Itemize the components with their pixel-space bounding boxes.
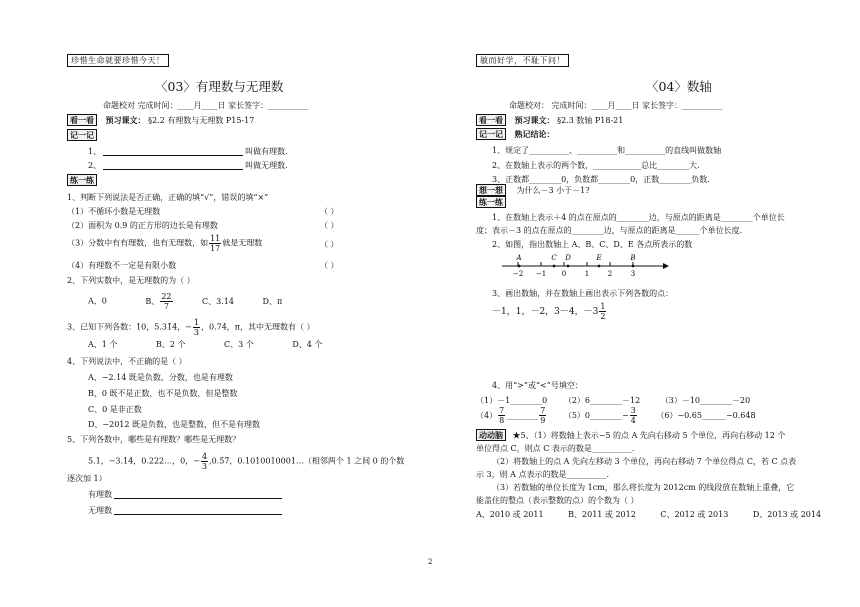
q1-item-3: （3）分数中有有理数，也有无理数，如 $\frac{11}{17}$ 就是无理数 — [67, 234, 263, 253]
left-motto-box: 珍惜生命就要珍惜今天！ — [67, 54, 169, 67]
q1-answer-3[interactable]: （ ） — [320, 240, 339, 249]
q1-answer-1[interactable]: （ ） — [320, 207, 339, 216]
p5-option-d[interactable]: D、2013 或 2014 — [752, 510, 822, 519]
left-practice-tag: 练一练 — [67, 174, 97, 186]
p5-3-line2: 能盖住的整点（表示整数的点）的个数为（ ） — [476, 496, 639, 505]
right-think-row — [476, 186, 590, 195]
number-line-tick-label: 0 — [561, 270, 567, 278]
q5-number-list: 5.1，−3.14，0.222…，0，− $\frac{4}{3}$ ,0.5̇7̇，0.1010010001…（相邻两个 1 之间 0 的个数 — [88, 452, 405, 471]
number-line-point-label: E — [596, 254, 602, 262]
right-motto-box: 敏而好学，不耻下问！ — [476, 54, 569, 67]
q4-option-c[interactable]: C、0 是非正数 — [88, 405, 142, 414]
page-number: 2 — [428, 558, 433, 566]
right-preview-tag: 看一看 — [476, 114, 506, 126]
number-line-tick-label: −1 — [535, 270, 547, 278]
number-line-point — [598, 265, 601, 268]
p5-2-line2: 示 3，则 A 点表示的数是__________. — [476, 470, 610, 479]
left-preview-tag: 看一看 — [67, 114, 97, 126]
right-brain-tag: 动动脑 — [476, 429, 506, 441]
right-preview-text: §2.3 数轴 P18-21 — [557, 116, 624, 125]
left-remember-tag: 记一记 — [67, 129, 97, 141]
right-conclusion-1: 1、规定了__________、__________和__________的直线叫做数轴 — [492, 146, 722, 155]
q2-options — [88, 292, 282, 311]
number-line-point — [632, 265, 635, 268]
q4-prompt: 4、下列说法中，不正确的是（ ） — [67, 357, 187, 366]
number-line-tick-label: 1 — [584, 270, 590, 278]
q5-rational-answer[interactable]: 有理数 — [88, 490, 284, 499]
number-line-point — [553, 265, 556, 268]
left-title: 〈03〉有理数与无理数 — [155, 79, 284, 94]
p5-1-line1: ★5、（1）将数轴上表示−5 的点 A 先向右移动 5 个单位，再向右移动 12 个 — [512, 431, 786, 440]
p4-item-4[interactable]: （4） $\frac{7}{8}$ ________ $\frac{7}{9}$ — [476, 406, 546, 425]
number-line-point-label: C — [551, 254, 557, 262]
p5-3-line1: （3）若数轴的单位长度为 1cm，那么将长度为 2012cm 的线段放在数轴上重叠，它 — [492, 483, 795, 492]
right-preview-label: 预习课文： — [514, 115, 555, 125]
p5-options — [476, 510, 821, 519]
right-p1-line2: 度；表示－3 的点在原点的________边，与原点的距离是______个单位长度. — [476, 226, 743, 235]
right-conclusion-2: 2、在数轴上表示的两个数，____________总比________大. — [492, 161, 700, 170]
number-line-point-label: B — [630, 254, 636, 262]
left-remember-1: 1、 叫做有理数. — [88, 147, 288, 156]
q5-prompt: 5、下列各数中，哪些是有理数？哪些是无理数？ — [67, 435, 241, 444]
right-p1-line1: 1、在数轴上表示＋4 的点在原点的________边，与原点的距离是________个单位长 — [492, 213, 785, 222]
number-line-tick-label: 3 — [630, 270, 636, 278]
q2-prompt: 2、下列实数中，是无理数的为（ ） — [67, 276, 195, 285]
left-header-line: 命题校对 完成时间：____月____日 家长签字：__________ — [103, 101, 309, 110]
number-line-point — [518, 265, 521, 268]
number-line-point — [567, 265, 570, 268]
right-remember-label: 熟记结论： — [514, 129, 555, 139]
q2-option-d[interactable]: D、π — [262, 296, 283, 306]
q5-number-list-cont: 逐次加 1） — [67, 474, 107, 483]
p4-item-1[interactable]: （1）－1________0 — [476, 396, 548, 405]
number-line-tick-label: −2 — [512, 270, 524, 278]
p5-option-b[interactable]: B、2011 或 2012 — [568, 510, 636, 519]
number-line-point-label: D — [565, 254, 571, 262]
p4-item-6[interactable]: （6）−0.65______−0.648 — [656, 410, 756, 420]
right-p4-row2 — [476, 406, 756, 425]
p4-item-3[interactable]: （3）－10________－20 — [660, 396, 751, 405]
right-p3: 3、画出数轴，并在数轴上画出表示下列各数的点： — [492, 289, 674, 298]
right-think-tag: 想一想 — [476, 184, 506, 196]
left-preview-label: 预习课文： — [105, 115, 146, 125]
right-brain-row — [476, 431, 785, 440]
p5-2-line1: （2）将数轴上的点 A 先向左移动 3 个单位，再向右移动 7 个单位得点 C，若 C 点表 — [492, 457, 797, 466]
right-p2: 2、如图，指出数轴上 A、B、C、D、E 各点所表示的数 — [492, 240, 693, 249]
right-header-line: 命题校对： 完成时间：____月____日 家长签字：__________ — [509, 101, 723, 110]
right-conclusion-3: 3、正数都________0，负数都________0，正数________负数. — [492, 175, 710, 184]
q4-option-a[interactable]: A、−2.14 既是负数、分数，也是有理数 — [88, 373, 233, 382]
p4-item-5[interactable]: （5）0________− $\frac{3}{4}$ — [563, 406, 636, 425]
q4-option-d[interactable]: D、−2012 既是负数，也是整数，但不是有理数 — [88, 420, 261, 429]
right-remember-tag: 记一记 — [476, 128, 506, 140]
right-remember-row — [476, 130, 555, 139]
q3-option-b[interactable]: B、2 个 — [155, 340, 186, 349]
number-line-tick-label: 2 — [607, 270, 613, 278]
q2-option-b[interactable]: B、 $\frac{22}{7}$ — [145, 292, 172, 311]
number-line-arrow — [663, 263, 669, 269]
q3-prompt: 3、已知下列各数：10，5.31̇4̇，− $\frac{1}{3}$ ，0.74，π，其中无理数有（ ） — [67, 318, 315, 337]
right-p4-row1 — [476, 396, 750, 405]
number-line-point-label: A — [516, 254, 522, 262]
q3-option-d[interactable]: D、4 个 — [292, 340, 323, 349]
q1-answer-4[interactable]: （ ） — [320, 261, 339, 270]
left-remember-2: 2、 叫做无理数. — [88, 161, 288, 170]
number-line — [500, 253, 670, 279]
p5-1-line2: 单位得点 C，则点 C 表示的数是__________. — [476, 444, 635, 453]
q3-option-a[interactable]: A、1 个 — [88, 340, 118, 349]
q5-irrational-answer[interactable]: 无理数 — [88, 506, 284, 515]
right-preview-row — [476, 116, 623, 125]
q1-prompt: 1、判断下列说法是否正确，正确的填“√”，错误的填“×” — [67, 193, 269, 202]
q2-option-a[interactable]: A、0 — [88, 296, 107, 306]
p4-item-2[interactable]: （2）6________－12 — [563, 396, 641, 405]
right-practice-tag: 练一练 — [476, 196, 506, 208]
q2-option-c[interactable]: C、3.14 — [202, 296, 234, 306]
q3-options — [88, 340, 322, 349]
left-preview-row — [67, 116, 254, 125]
q1-item-4: （4）有理数不一定是有限小数 — [67, 261, 177, 270]
p5-option-a[interactable]: A、2010 或 2011 — [476, 510, 544, 519]
q3-option-c[interactable]: C、3 个 — [224, 340, 254, 349]
right-think-text: 为什么－3 小于－1? — [516, 186, 590, 195]
q1-answer-2[interactable]: （ ） — [320, 221, 339, 230]
q1-item-2: （2）面积为 0.9 的正方形的边长是有理数 — [67, 221, 218, 230]
q4-option-b[interactable]: B、0 既不是正数，也不是负数，但是整数 — [88, 389, 238, 398]
right-p3-numbers: －1，1，－2，3－4，－3 $\frac{1}{2}$ — [492, 302, 606, 321]
left-preview-text: §2.2 有理数与无理数 P15-17 — [148, 116, 255, 125]
right-title: 〈04〉数轴 — [646, 79, 712, 94]
right-p4: 4、用“>”或“<”号填空： — [492, 381, 583, 390]
p5-option-c[interactable]: C、2012 或 2013 — [660, 510, 729, 519]
q1-item-1: （1）不循环小数是无理数 — [67, 207, 161, 216]
